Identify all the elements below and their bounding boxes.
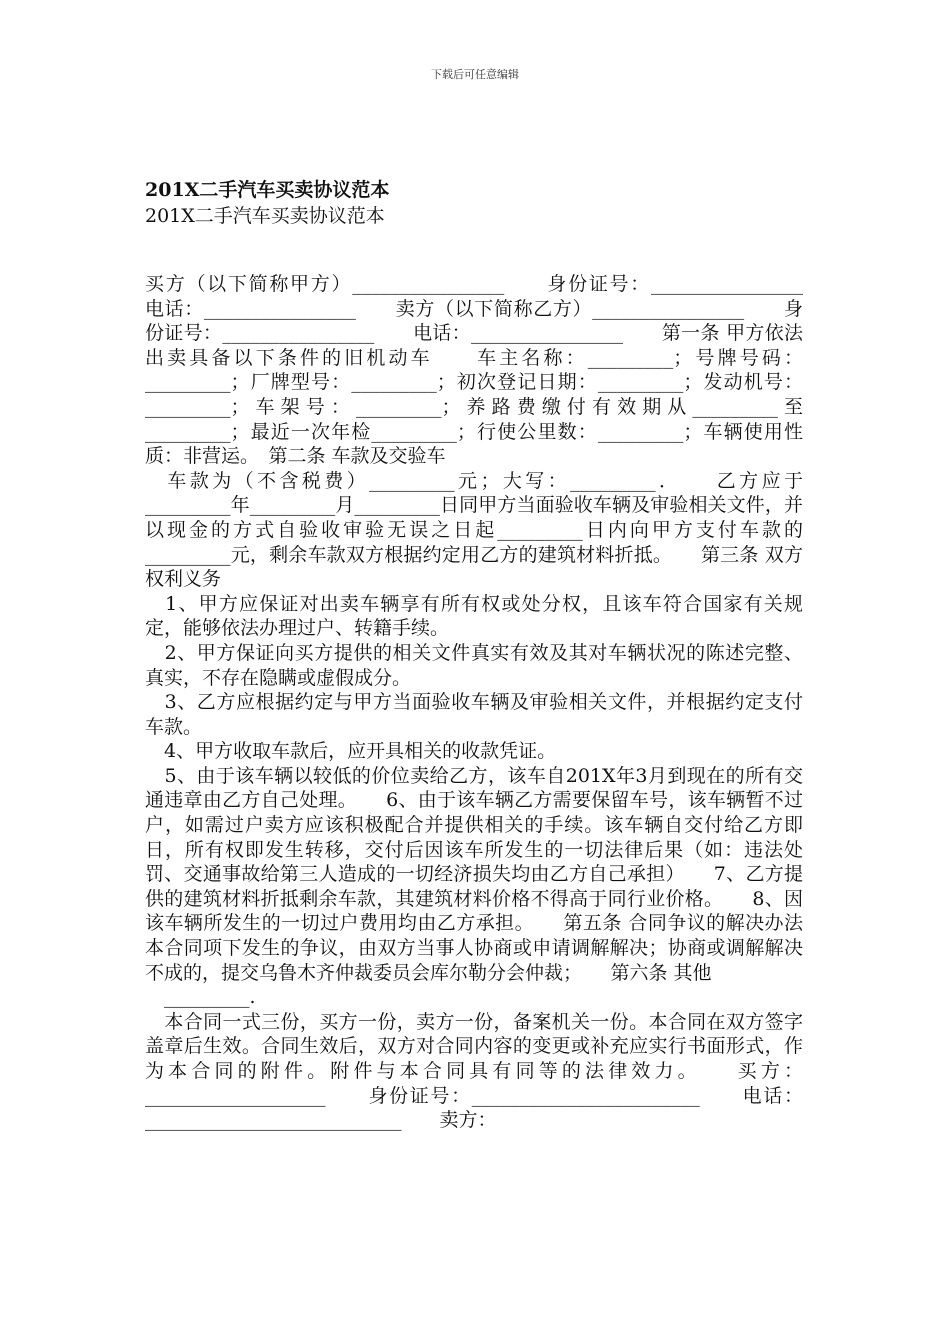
clause-4: 4、甲方收取车款后，应开具相关的收款凭证。 bbox=[145, 740, 557, 763]
parties-and-article-1: 买方（以下简称甲方）________________ 身份证号：________________ 电话：________________ 卖方（以下简称乙方）________________ 身份证号：________________ 电话：________________ 第一条 甲方依法出卖具备以下条件的旧机动车 车主名称：_________；号牌号码：_________；厂牌型号：_________；初次登记日期：_________；发动机号：_________；车架号：_________；养路费缴付有效期从_________至_________；最近一次年检_________；行使公里数：_________；车辆使用性质：非营运。 第二条 车款及交验车 bbox=[145, 273, 842, 468]
page-header: 下载后可任意编辑 bbox=[431, 68, 519, 81]
document-subtitle: 201X二手汽车买卖协议范本 bbox=[145, 205, 385, 227]
clause-3: 3、乙方应根据约定与甲方当面验收车辆及审验相关文件，并根据约定支付车款。 bbox=[145, 691, 803, 738]
document-title: 201X二手汽车买卖协议范本 bbox=[145, 179, 390, 201]
clause-1: 1、甲方应保证对出卖车辆享有所有权或处分权，且该车符合国家有关规定，能够依法办理过户、转籍手续。 bbox=[145, 592, 803, 640]
other-terms-blank: _________. bbox=[145, 986, 256, 1009]
closing-and-signatures: 本合同一式三份，买方一份，卖方一份，备案机关一份。本合同在双方签字盖章后生效。合同生效后，双方对合同内容的变更或补充应实行书面形式，作为本合同的附件。附件与本合同具有同等的法律效力。 买方：___________________ 身份证号：________________________ 电话：___________________________ 卖方： bbox=[145, 1010, 803, 1132]
clauses-5-to-8-and-articles-5-6: 5、由于该车辆以较低的价位卖给乙方，该车自201X年3月到现在的所有交通违章由乙方自己处理。 6、由于该车辆乙方需要保留车号，该车辆暂不过户，如需过户卖方应该积极配合并提供相关的手续。该车辆自交付给乙方即日，所有权即发生转移，交付后因该车所发生的一切法律后果（如：违法处罚、交通事故给第三人造成的一切经济损失均由乙方自己承担） 7、乙方提供的建筑材料折抵剩余车款，其建筑材料价格不得高于同行业价格。 8、因该车辆所发生的一切过户费用均由乙方承担。 第五条 合同争议的解决办法 本合同项下发生的争议，由双方当事人协商或申请调解解决；协商或调解解决不成的，提交乌鲁木齐仲裁委员会库尔勒分会仲裁； 第六条 其他 bbox=[145, 764, 842, 984]
contract-body bbox=[145, 272, 842, 1133]
clause-2: 2、甲方保证向买方提供的相关文件真实有效及其对车辆状况的陈述完整、真实，不存在隐瞒或虚假成分。 bbox=[145, 641, 803, 689]
article-2-payment: 车款为（不含税费）_________元；大写：_________． 乙方应于_________年_________月_________日同甲方当面验收车辆及审验相关文件，并以现金的方式自验收审验无误之日起_________日内向甲方支付车款的_________元，剩余车款双方根据约定用乙方的建筑材料折抵。 第三条 双方权利义务 bbox=[145, 469, 803, 591]
